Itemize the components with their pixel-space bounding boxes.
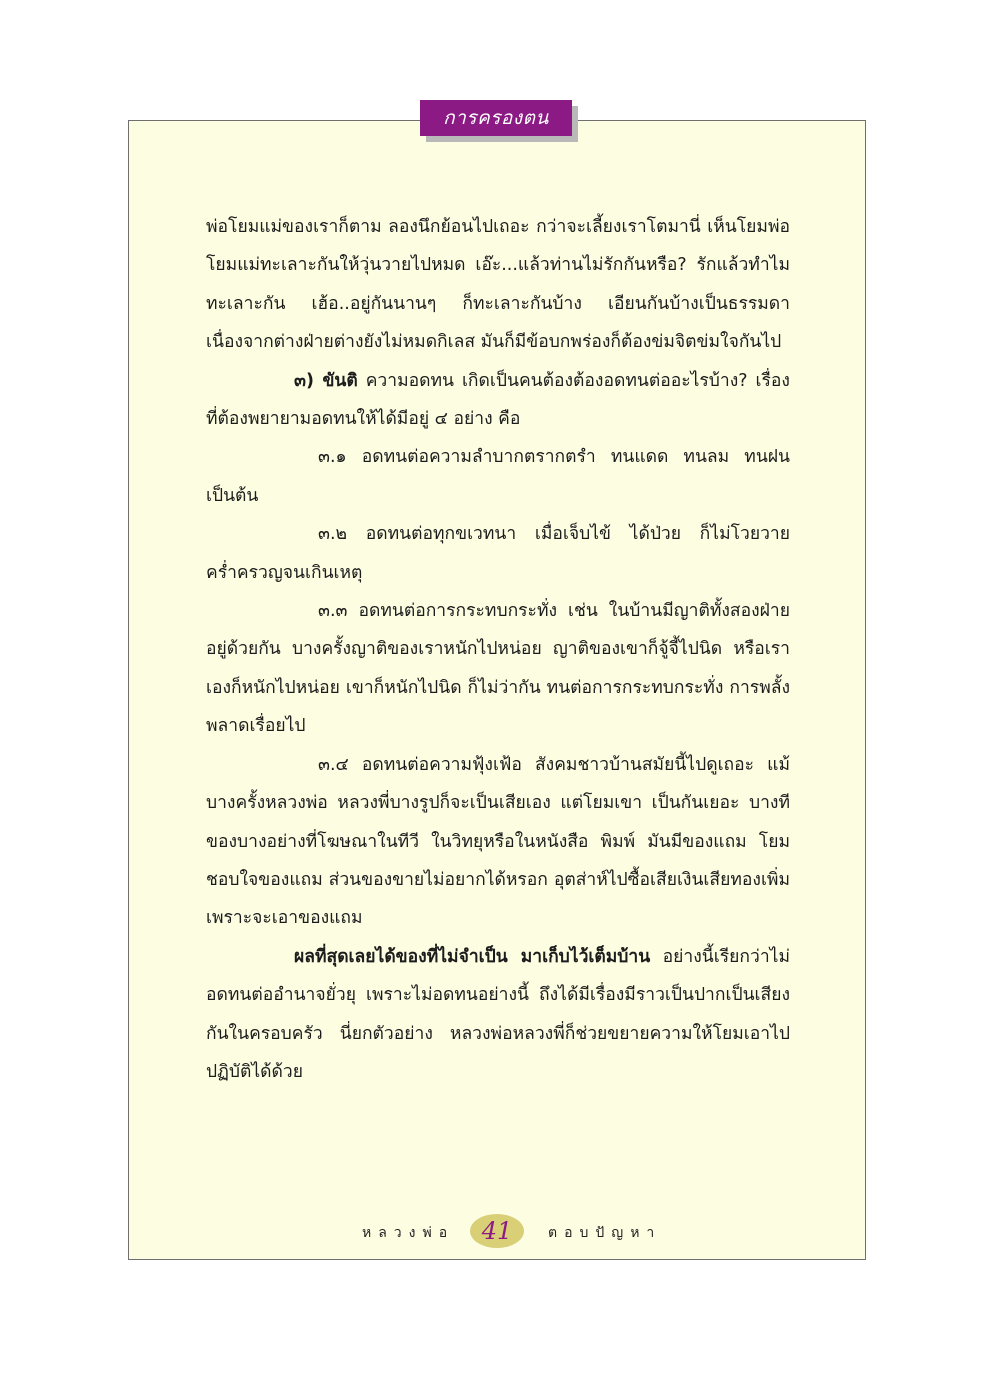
body-text — [206, 208, 790, 1091]
list-item-3-1: ๓.๑ อดทนต่อความลำบากตรากตรำ ทนแดด ทนลม ทนฝน เป็นต้น — [206, 447, 790, 506]
footer-book-title-right: ตอบปัญหา — [548, 1225, 662, 1241]
footer-book-title-left: หลวงพ่อ — [362, 1225, 455, 1241]
khanti-heading: ๓) ขันติ — [294, 370, 358, 391]
paragraph-khanti — [206, 362, 790, 439]
paragraph-intro: พ่อโยมแม่ของเราก็ตาม ลองนึกย้อนไปเถอะ กว่าจะเลี้ยงเราโตมานี่ เห็นโยมพ่อโยมแม่ทะเลาะกันให้วุ่นวายไปหมด เอ๊ะ...แล้วท่านไม่รักกันหรือ? รักแล้วทำไมทะเลาะกัน เฮ้อ..อยู่กันนานๆ ก็ทะเลาะกันบ้าง เอียนกันบ้างเป็นธรรมดา เนื่องจากต่างฝ่ายต่างยังไม่หมดกิเลส มันก็มีข้อบกพร่องก็ต้องข่มจิตข่มใจกันไป — [206, 217, 790, 353]
list-item-3-2: ๓.๒ อดทนต่อทุกขเวทนา เมื่อเจ็บไข้ ได้ป่วย ก็ไม่โวยวายคร่ำครวญจนเกินเหตุ — [206, 524, 790, 583]
list-item-3-3: ๓.๓ อดทนต่อการกระทบกระทั่ง เช่น ในบ้านมีญาติทั้งสองฝ่ายอยู่ด้วยกัน บางครั้งญาติของเราหนักไปหน่อย ญาติของเขาก็จู้จี้ไปนิด หรือเราเองก็หนักไปหน่อย เขาก็หนักไปนิด ก็ไม่ว่ากัน ทนต่อการกระทบกระทั่ง การพลั้งพลาดเรื่อยไป — [206, 601, 790, 737]
list-item-3-4: ๓.๔ อดทนต่อความฟุ้งเฟ้อ สังคมชาวบ้านสมัยนี้ไปดูเถอะ แม้บางครั้งหลวงพ่อ หลวงพี่บางรูปก็จะเป็นเสียเอง แต่โยมเขา เป็นกันเยอะ บางทีของบางอย่างที่โฆษณาในทีวี ในวิทยุหรือในหนังสือ พิมพ์ มันมีของแถม โยมชอบใจของแถม ส่วนของขายไม่อยากได้หรอก อุตส่าห์ไปซื้อเสียเงินเสียทองเพิ่ม เพราะจะเอาของแถม — [206, 754, 790, 929]
page-footer — [128, 1212, 866, 1252]
page-number: 41 — [470, 1214, 524, 1248]
paragraph-conclusion — [206, 938, 790, 1092]
conclusion-text: อย่างนี้เรียกว่าไม่อดทนต่ออำนาจยั่วยุ เพราะไม่อดทนอย่างนี้ ถึงได้มีเรื่องมีราวเป็นปากเป็นเสียงกันในครอบครัว นี่ยกตัวอย่าง หลวงพ่อหลวงพี่ก็ช่วยขยายความให้โยมเอาไปปฏิบัติได้ด้วย — [206, 946, 790, 1082]
khanti-description: ความอดทน เกิดเป็นคนต้องต้องอดทนต่ออะไรบ้าง? เรื่องที่ต้องพยายามอดทนให้ได้มีอยู่ ๔ อย่าง คือ — [206, 370, 790, 430]
conclusion-emphasis: ผลที่สุดเลยได้ของที่ไม่จำเป็น มาเก็บไว้เต็มบ้าน — [294, 946, 651, 967]
chapter-title: การครองตน — [420, 100, 572, 136]
